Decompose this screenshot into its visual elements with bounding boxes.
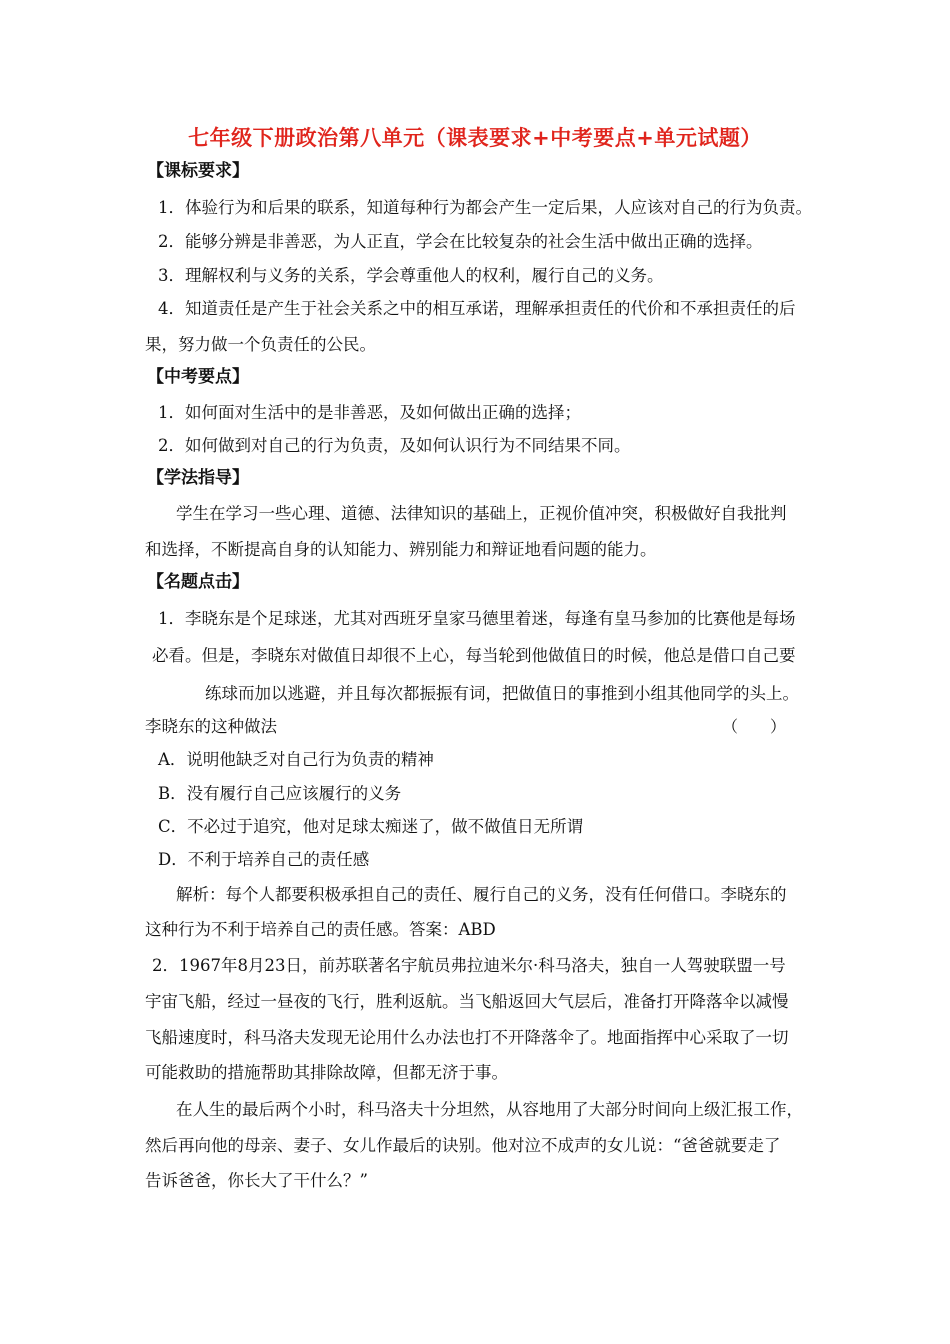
question-1-option-b: B．没有履行自己应该履行的义务 [158, 784, 402, 803]
curriculum-item-continued: 果，努力做一个负责任的公民。 [145, 335, 376, 354]
question-1-option-c: C．不必过于追究，他对足球太痴迷了，做不做值日无所谓 [158, 817, 584, 836]
question-2-line: 宇宙飞船，经过一昼夜的飞行，胜利返航。当飞船返回大气层后，准备打开降落伞以减慢 [145, 992, 789, 1011]
exam-point-item: 2．如何做到对自己的行为负责，及如何认识行为不同结果不同。 [158, 436, 631, 455]
question-1-line: 练球而加以逃避，并且每次都振振有词，把做值日的事推到小组其他同学的头上。 [205, 684, 799, 703]
answer-blank: （ ） [722, 717, 787, 736]
question-2-line: 飞船速度时，科马洛夫发现无论用什么办法也打不开降落伞了。地面指挥中心采取了一切 [145, 1028, 789, 1047]
curriculum-item: 3．理解权利与义务的关系，学会尊重他人的权利，履行自己的义务。 [158, 266, 664, 285]
question-2-line: 可能救助的措施帮助其排除故障，但都无济于事。 [145, 1063, 508, 1082]
study-method-line: 学生在学习一些心理、道德、法律知识的基础上，正视价值冲突，积极做好自我批判 [176, 504, 787, 523]
curriculum-item: 1．体验行为和后果的联系，知道每种行为都会产生一定后果，人应该对自己的行为负责。 [158, 198, 812, 217]
section-heading-curriculum: 【课标要求】 [147, 161, 249, 181]
question-2-line: 2．1967年8月23日，前苏联著名宇航员弗拉迪米尔·科马洛夫，独自一人驾驶联盟一号 [152, 956, 786, 975]
question-1-option-a: A．说明他缺乏对自己行为负责的精神 [158, 750, 434, 769]
section-heading-study-method: 【学法指导】 [147, 468, 249, 488]
question-1-analysis: 解析：每个人都要积极承担自己的责任、履行自己的义务，没有任何借口。李晓东的 [176, 885, 787, 904]
question-2-paragraph: 告诉爸爸，你长大了干什么？” [145, 1171, 368, 1190]
question-2-paragraph: 在人生的最后两个小时，科马洛夫十分坦然，从容地用了大部分时间向上级汇报工作， [176, 1100, 803, 1119]
page-title: 七年级下册政治第八单元（课表要求+中考要点+单元试题） [188, 126, 762, 150]
question-1-option-d: D．不利于培养自己的责任感 [158, 850, 370, 869]
question-1-analysis: 这种行为不利于培养自己的责任感。答案：ABD [145, 920, 496, 939]
question-1-stem: 李晓东的这种做法 [145, 717, 277, 736]
question-2-paragraph: 然后再向他的母亲、妻子、女儿作最后的诀别。他对泣不成声的女儿说：“爸爸就要走了 [145, 1136, 781, 1155]
section-heading-exam-points: 【中考要点】 [147, 367, 249, 387]
study-method-line: 和选择，不断提高自身的认知能力、辨别能力和辩证地看问题的能力。 [145, 540, 657, 559]
curriculum-item: 2．能够分辨是非善恶，为人正直，学会在比较复杂的社会生活中做出正确的选择。 [158, 232, 763, 251]
question-1-line: 必看。但是，李晓东对做值日却很不上心，每当轮到他做值日的时候，他总是借口自己要 [152, 646, 796, 665]
exam-point-item: 1．如何面对生活中的是非善恶，及如何做出正确的选择； [158, 403, 581, 422]
question-1-line: 1．李晓东是个足球迷，尤其对西班牙皇家马德里着迷，每逢有皇马参加的比赛他是每场 [158, 609, 796, 628]
section-heading-examples: 【名题点击】 [147, 572, 249, 592]
curriculum-item: 4．知道责任是产生于社会关系之中的相互承诺，理解承担责任的代价和不承担责任的后 [158, 299, 796, 318]
